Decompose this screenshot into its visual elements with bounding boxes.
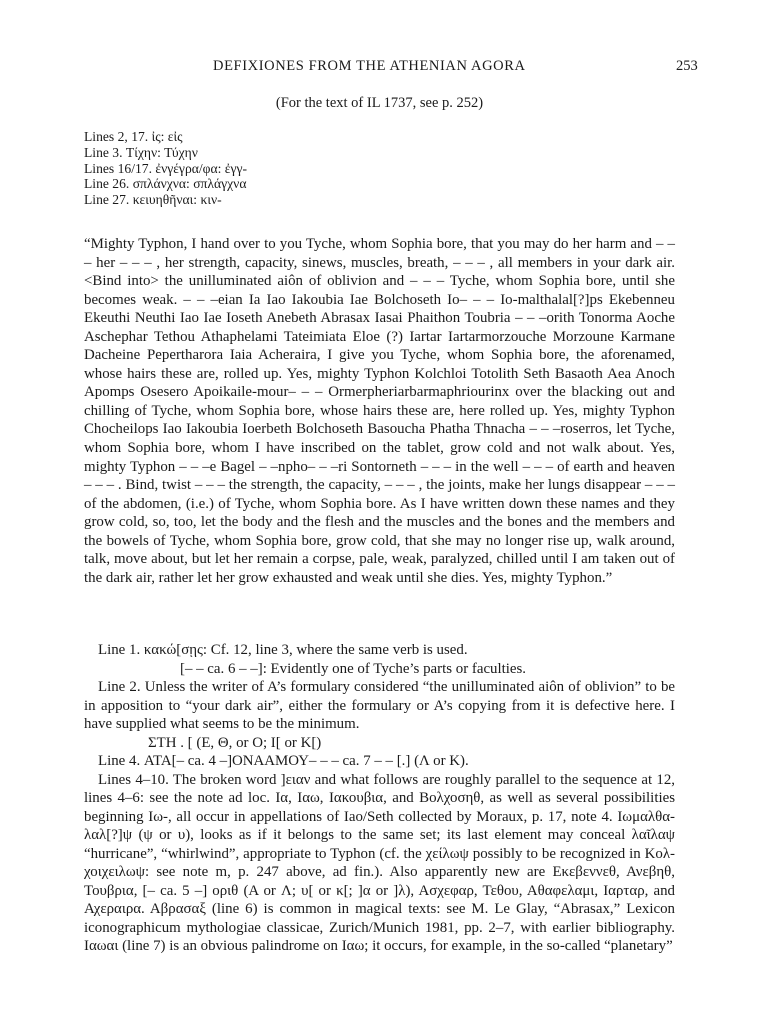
running-head [0,58,759,78]
running-title: DEFIXIONES FROM THE ATHENIAN AGORA [213,58,526,74]
reference-note: (For the text of IL 1737, see p. 252) [275,95,484,111]
correction-line: Line 3. Τίχην: Τύχην [84,144,198,160]
commentary-block [84,641,675,956]
corrections-list [84,129,247,208]
commentary-line1-sub: [– – ca. 6 – –]: Evidently one of Tyche’s parts or faculties. [180,660,527,677]
correction-line: Lines 16/17. ἐνγέγρα/φα: ἐγγ- [84,160,248,176]
page-number: 253 [676,58,698,74]
commentary-lines4-10: Lines 4–10. The broken word ]ειαν and what follows are roughly parallel to the sequence at 12, lines 4–6: see the note ad loc. Ια, Ιαω, Ιακουβια, and Βολχοσηθ, as well as several possibilities beginning Ιω-, all occur in appellations of Iao/Seth collected by Moraux, p. 17, note 4. Ιωμαλθα-λαλ[?]ψ (ψ or υ), looks as if it belongs to the same set; its last element may conceal λαῖλαψ “hurricane”, “whirlwind”, appropriate to Typhon (cf. the χείλωψ possibly to be recognized in Κολ-χοιχειλωψ: see note m, p. 247 above, ad fin.). Also apparently new are Εκεβεννεθ, Ανεβηθ, Τουβρια, [– ca. 5 –] οριθ (Α or Λ; υ[ or κ[; ]α or ]λ), Ασχεφαρ, Τεθου, Αθαφελαμι, Ιαρταρ, and Αχεραιρα. Αβρασαξ (line 6) is common in magical texts: see M. Le Glay, “Abrasax,” Lexicon iconographicum mythologiae classicae, Zurich/Munich 1981, pp. 2–7, with earlier bibliography. Ιαωαι (line 7) is an obvious palindrome on Ιαω; it occurs, for example, in the so-called “planetary” [84,771,675,954]
correction-line: Lines 2, 17. ἰς: εἰς [84,129,183,144]
correction-line: Line 27. κειυηθῆναι: κιν- [84,192,222,208]
commentary-line2: Line 2. Unless the writer of A’s formulary considered “the unilluminated aiôn of oblivion” to be in apposition to “your dark air”, either the formulary or A’s copying from it is defective here. I have supplied what seems to be the minimum. [84,679,675,732]
commentary-line4: Line 4. ΑΤΑ[– ca. 4 –]ΟΝΑΑΜΟΥ– – – ca. 7 – – [.] (Λ or Κ). [98,753,469,769]
correction-line: Line 26. σπλάνχνα: σπλάγχνα [84,176,247,192]
translation-block [84,235,675,587]
translation-text: “Mighty Typhon, I hand over to you Tyche, whom Sophia bore, that you may do her harm and – – – her – – – , her strength, capacity, sinews, muscles, breath, – – – , all members in your dark air. <Bind into> the unilluminated aiôn of oblivion and – – – Tyche, whom Sophia bore, until she becomes weak. – – –eian Ia Iao Iakoubia Iae Bolchoseth Io– – – Io-malthalal[?]ps Ekebenneu Ekeuthi Neuthi Iao Iae Ioseth Anebeth Abrasax Iasai Phaithon Toubria – – –orith Tonorma Aoche Aschephar Tethou Athaphelami Tateimiata Eloe (?) Iartar Iartarmorzouche Morzoune Karmane Dacheine Pepertharora Iaia Acheraira, I give you Tyche, whom Sophia bore, the aforenamed, whose hairs these are, rolled up. Yes, mighty Typhon Kolchloi Totolith Seth Basaoth Aea Anoch Apomps Osesero Apoikaile-mour– – – Ormerpheriarbarmaphriourinx over the blacking out and chilling of Tyche, whom Sophia bore, whose hairs these are, here rolled up. Yes, mighty Typhon Chocheilops Iao Iakoubia Ioerbeth Bolchoseth Basoucha Phatha Thnacha – – –roserros, let Tyche, whom Sophia bore, whom I have inscribed on the tablet, grow cold and not walk about. Yes, mighty Typhon – – –e Bagel – –npho– – –ri Sontorneth – – – in the well – – – of earth and heaven – – – . Bind, twist – – – the strength, the capacity, – – – , the joints, make her lungs disappear – – – of the abdomen, (i.e.) of Tyche, whom Sophia bore. As I have written down these names and they grow cold, so, too, let the body and the flesh and the muscles and the bones and the members and the bowels of Tyche, whom Sophia bore, grow cold, that she may no longer rise up, walk around, talk, move about, but let her remain a corpse, pale, weak, paralyzed, chilled until I am taken out of the dark air, rather let her grow exhausted and weak until she dies. Yes, mighty Typhon.” [84,236,675,586]
commentary-line1: Line 1. κακώ[σῃς: Cf. 12, line 3, where the same verb is used. [98,642,468,658]
commentary-line2-sub: ΣΤΗ . [ (Ε, Θ, or Ο; Ι[ or Κ[) [148,734,322,751]
